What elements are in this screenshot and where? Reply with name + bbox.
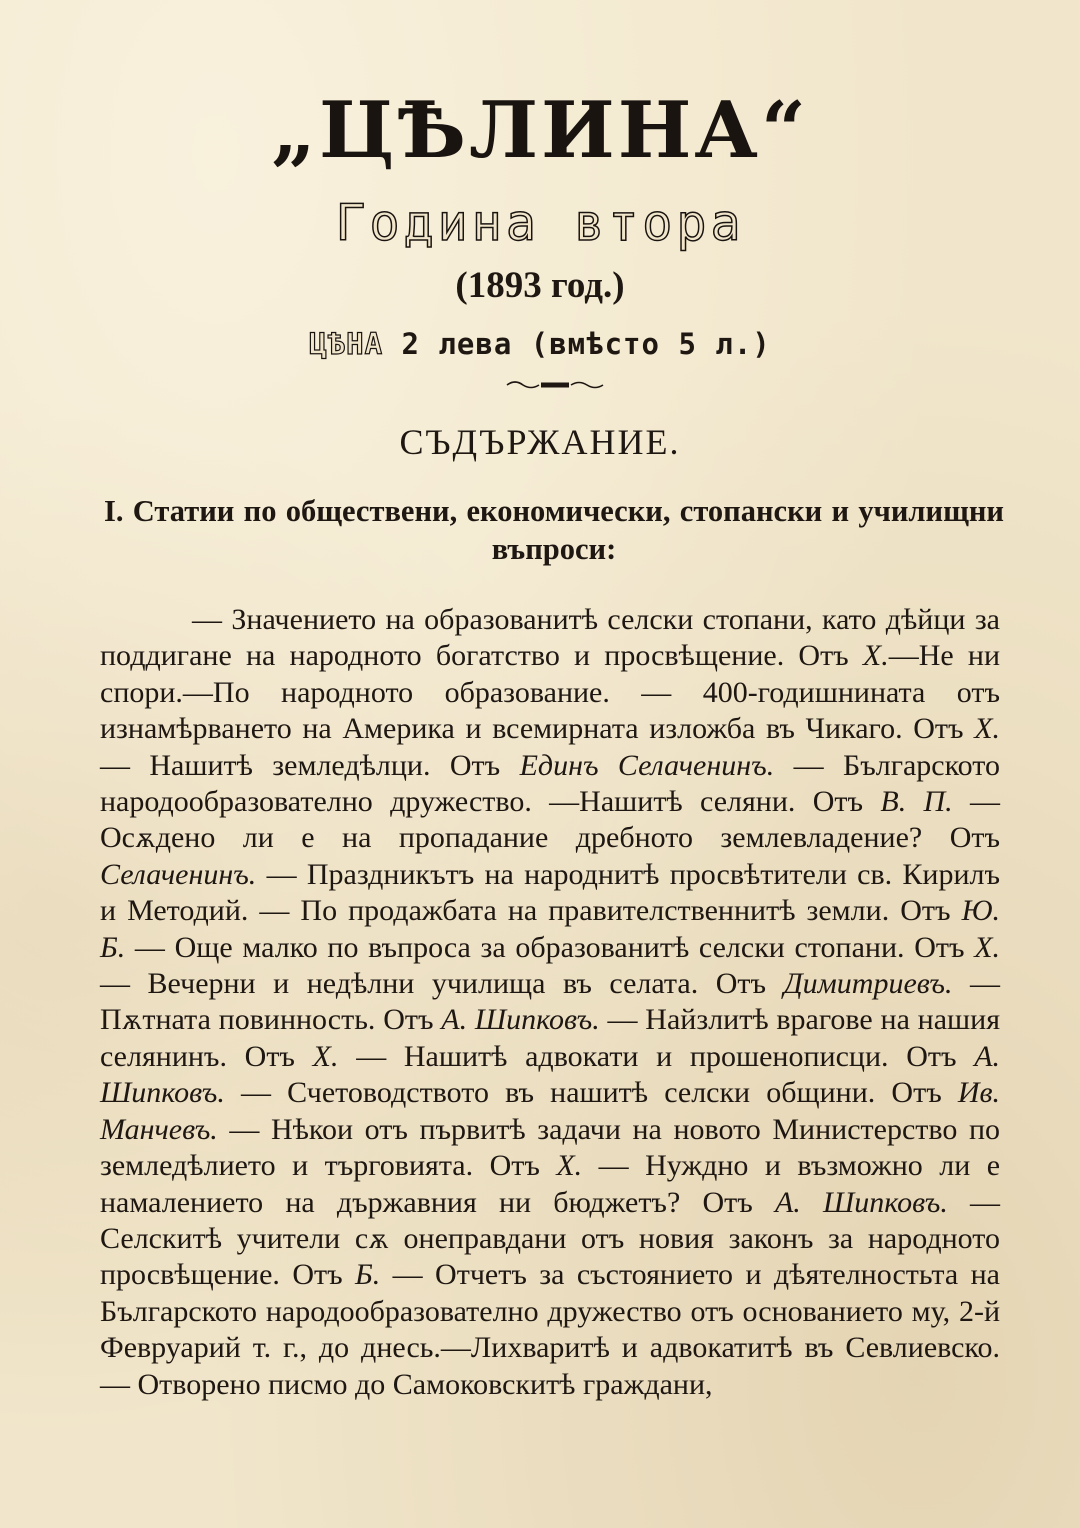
article-author-prefix: Отъ [798, 639, 849, 673]
article-author-prefix: Отъ [449, 748, 501, 782]
journal-title: „ЦѢЛИНА“ [271, 85, 809, 176]
year-label: Година втора [335, 194, 745, 252]
article-title: —Не ни спори.—По народното образование. — 400-годишнината отъ изнамѣрването на Америка и всемирната изложба въ Чикаго. [100, 639, 1001, 746]
article-author-prefix: Отъ [913, 712, 964, 746]
price-value: 2 лева (вмѣсто 5 л.) [401, 327, 771, 361]
article-author-prefix: Отъ [900, 894, 951, 928]
article-author: В. П. [880, 785, 953, 819]
article-title: — Още малко по въпроса за образованитѣ селски стопани. [134, 930, 905, 964]
article-author: Х. [974, 930, 1001, 964]
article-title: — Селскитѣ учители сѫ онеправдани отъ новия законъ за народното просвѣщение. [100, 1185, 1001, 1292]
article-author-prefix: Отъ [812, 785, 864, 819]
article-author-prefix: Отъ [244, 1039, 295, 1073]
articles-list [100, 602, 1000, 1403]
article-author: Х. [556, 1149, 583, 1183]
article-author: Х. [862, 639, 889, 673]
article-author-prefix: Отъ [489, 1149, 540, 1183]
article-title: — Найзлитѣ врагове на нашия селянинъ. [100, 1003, 1000, 1073]
article-author-prefix: Отъ [949, 821, 1001, 855]
article-title: — Значението на образованитѣ селски стопани, като дѣйци за поддигане на народното богатство и просвѣщение. [100, 603, 1000, 673]
ornament-divider [505, 376, 605, 392]
article-title: — Праздникътъ на народнитѣ просвѣтители св. Кирилъ и Методий. — По продажбата на правителственнитѣ земли. [100, 857, 1001, 928]
article-author-prefix: Отъ [702, 1185, 753, 1219]
article-author: Х. [312, 1039, 339, 1073]
year-date: (1893 год.) [455, 265, 625, 306]
article-author-prefix: Отъ [715, 967, 767, 1001]
section-number: I. [104, 494, 124, 528]
article-author: Б. [355, 1258, 381, 1292]
article-title: — Пѫтната повинность. [100, 967, 1001, 1037]
article-author: Димитриевъ. [783, 967, 953, 1001]
article-author: А. Шипковъ. [774, 1185, 948, 1219]
article-author-prefix: Отъ [383, 1003, 434, 1037]
article-title: — Нашитѣ адвокати и прошенописци. [356, 1039, 889, 1073]
section-title: Статии по обществени, економически, стопански и училищни въпроси: [132, 494, 1004, 566]
article-author: Х. [974, 712, 1001, 746]
article-title: — Нѣкои отъ първитѣ задачи на новото Министерство по земледѣлието и търговията. [100, 1112, 1000, 1183]
article-title: — Нуждно и възможно ли е намалението на държавния ни бюджетъ? [100, 1149, 1001, 1219]
section-heading [104, 492, 1004, 568]
article-author-prefix: Отъ [292, 1258, 343, 1292]
article-author-prefix: Отъ [891, 1076, 942, 1110]
article-author-prefix: Отъ [906, 1039, 957, 1073]
contents-heading: СЪДЪРЖАНИЕ. [399, 422, 681, 462]
article-title: — Осѫдено ли е на пропадание дребното землевладение? [100, 785, 1001, 855]
article-title: — Нашитѣ земледѣлци. [100, 748, 431, 782]
price-line [0, 327, 1080, 361]
article-author: Единъ Селаченинъ. [519, 748, 775, 782]
article-author: Селаченинъ. [100, 857, 257, 891]
article-author: Ив. Манчевъ. [100, 1076, 1001, 1146]
article-title: — Българското народообразователно дружество. —Нашитѣ селяни. [100, 748, 1000, 819]
article-title: — Вечерни и недѣлни училища въ селата. [100, 967, 699, 1001]
article-author: А. Шипковъ. [441, 1003, 600, 1037]
article-author: Ю. Б. [100, 894, 1001, 964]
price-label: ЦѢНА [309, 327, 384, 361]
article-author: А. Шипковъ. [100, 1039, 1001, 1110]
article-title: — Отчетъ за състоянието и дѣятелностьта на Българското народообразователно дружество отъ основанието му, 2-й Февруарий т. г., до днесь.—Лихваритѣ и адвокатитѣ въ Севлиевско. — Отворено писмо до Самоковскитѣ граждани, [100, 1258, 1000, 1401]
article-title: — Счетоводството въ нашитѣ селски общини. [241, 1076, 876, 1110]
article-author-prefix: Отъ [914, 930, 965, 964]
